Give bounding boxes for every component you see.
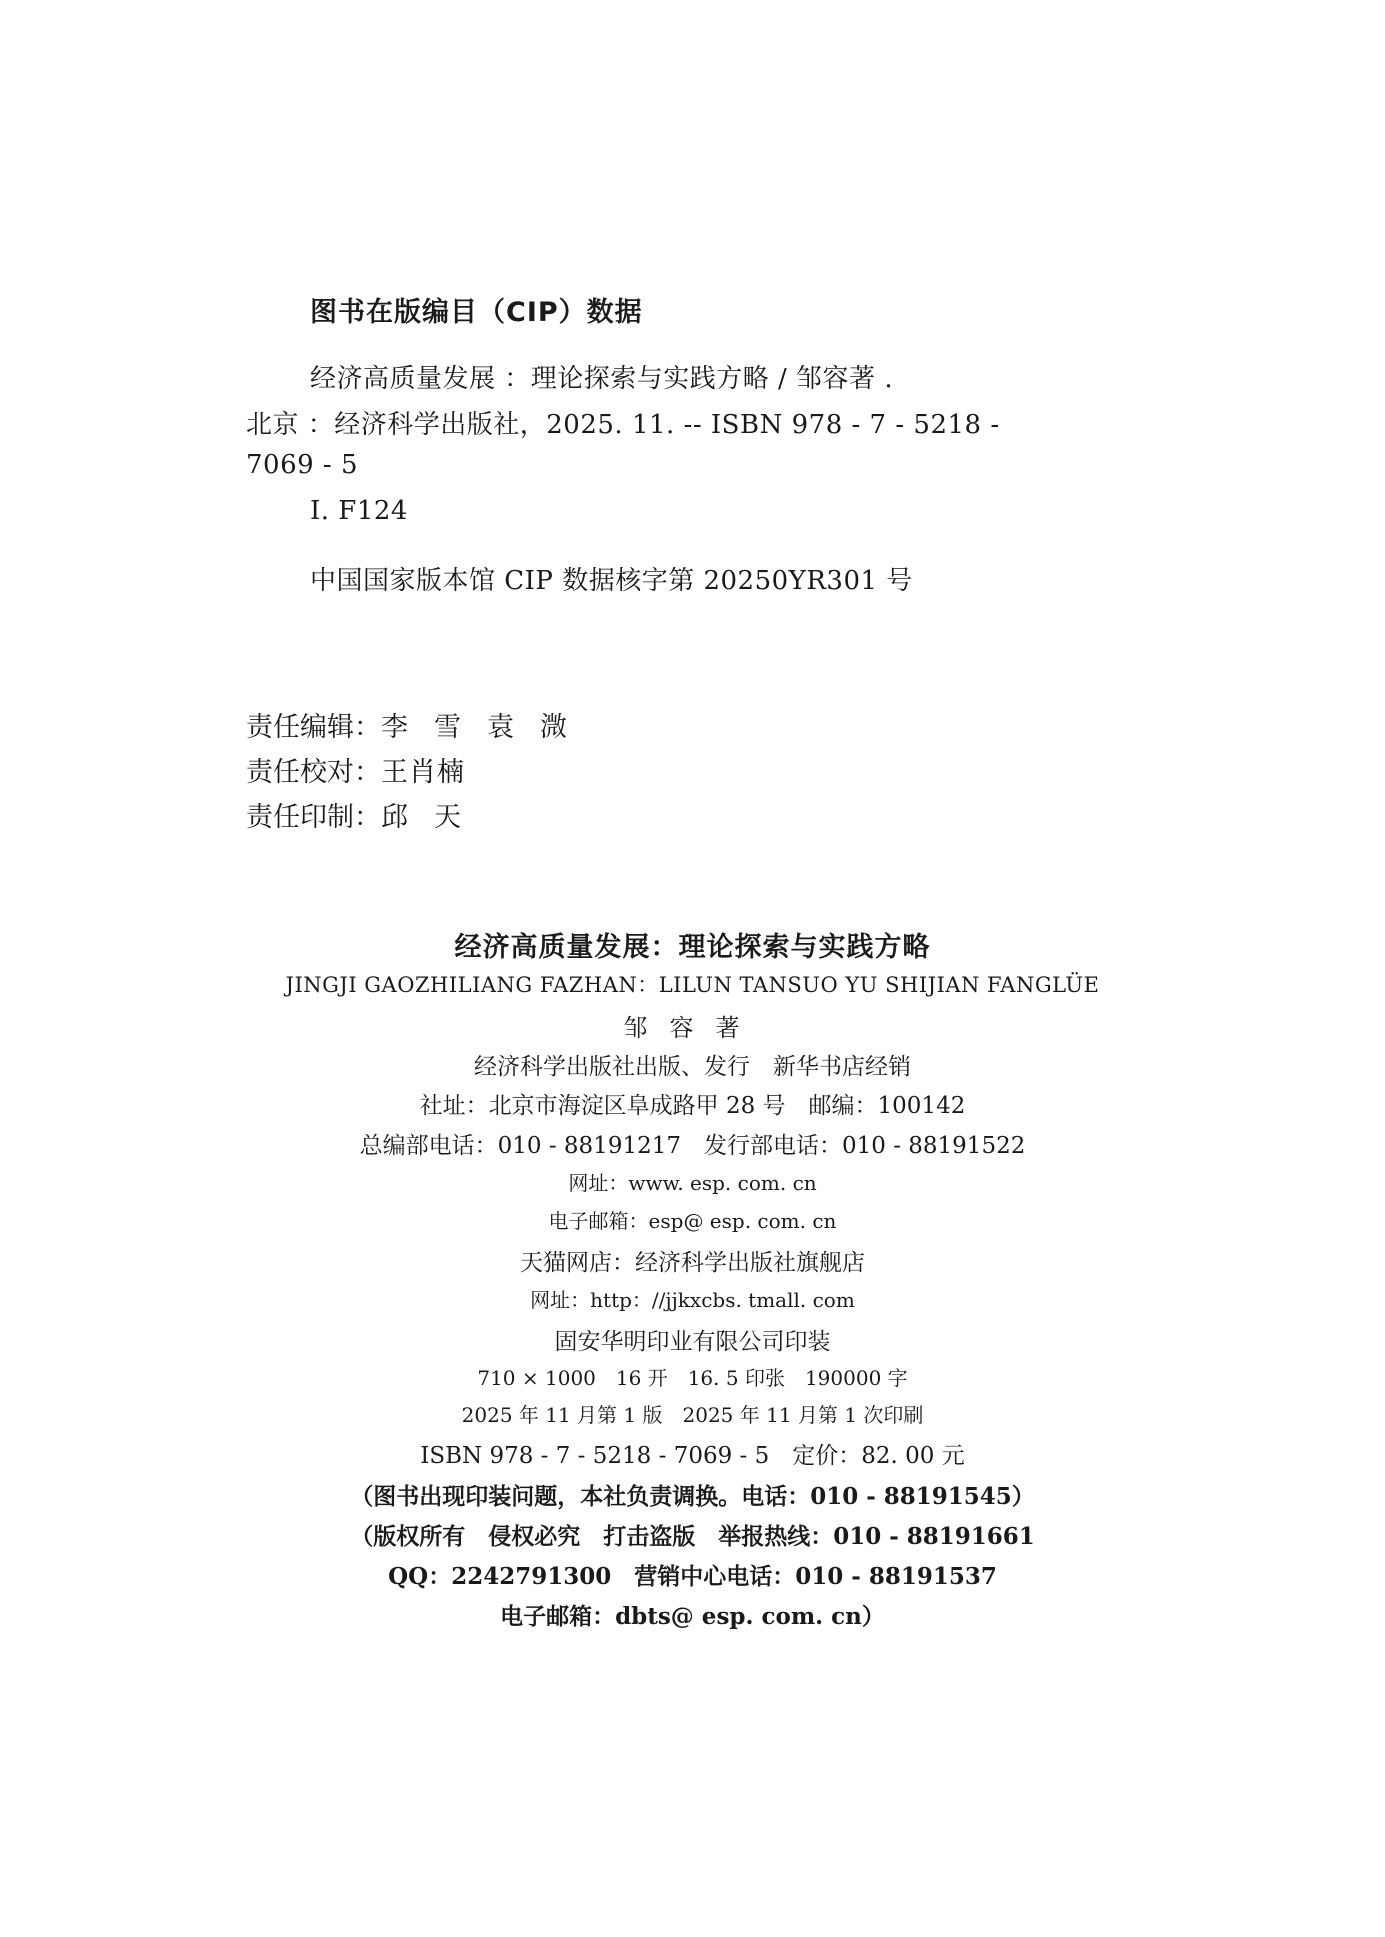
- colophon-publisher: 经济科学出版社出版、发行 新华书店经销: [474, 1054, 911, 1080]
- colophon-printer: 固安华明印业有限公司印装: [554, 1329, 831, 1355]
- colophon-isbn-price: ISBN 978 - 7 - 5218 - 7069 - 5 定价：82. 00 元: [420, 1443, 965, 1469]
- colophon-address: 社址：北京市海淀区阜成路甲 28 号 邮编：100142: [419, 1093, 966, 1119]
- responsible-printing: [246, 795, 487, 834]
- colophon-author: 邹容著: [623, 1014, 762, 1042]
- responsible-proofreader-label: 责任校对：: [246, 757, 381, 788]
- cip-verification-number: 中国国家版本馆 CIP 数据核字第 20250YR301 号: [310, 566, 913, 596]
- colophon-website: 网址：www. esp. com. cn: [568, 1171, 817, 1195]
- colophon-pinyin-title: JINGJI GAOZHILIANG FAZHAN：LILUN TANSUO YU SHIJIAN FANGLÜE: [285, 973, 1100, 997]
- cip-isbn-continuation: 7069 - 5: [246, 450, 359, 480]
- cip-title-line: 经济高质量发展 ：理论探索与实践方略 / 邹容著 .: [310, 364, 894, 394]
- responsible-printing-label: 责任印制：: [246, 802, 381, 833]
- colophon-email: 电子邮箱：esp@ esp. com. cn: [548, 1209, 837, 1233]
- responsible-proofreader: [246, 750, 465, 789]
- colophon-tmall-url: 网址：http：//jjkxcbs. tmall. com: [530, 1288, 855, 1312]
- cip-publisher-line: 北京 ：经济科学出版社，2025. 11. -- ISBN 978 - 7 - 5218 -: [246, 410, 1000, 440]
- responsible-proofreader-value: 王肖楠: [381, 757, 465, 788]
- cip-classification: Ⅰ. F124: [310, 496, 408, 526]
- cip-heading: 图书在版编目（CIP）数据: [310, 297, 643, 328]
- responsible-editor-value: 李雪袁溦: [381, 712, 593, 743]
- colophon-notice-replacement: （图书出现印装问题，本社负责调换。电话：010 - 88191545）: [350, 1483, 1035, 1510]
- colophon-edition: 2025 年 11 月第 1 版 2025 年 11 月第 1 次印刷: [461, 1403, 924, 1427]
- colophon-title: 经济高质量发展：理论探索与实践方略: [454, 932, 931, 963]
- responsible-printing-value: 邱天: [381, 802, 487, 833]
- colophon-notice-piracy: （版权所有 侵权必究 打击盗版 举报热线：010 - 88191661: [350, 1523, 1035, 1550]
- colophon-tmall-store: 天猫网店：经济科学出版社旗舰店: [520, 1250, 865, 1276]
- colophon-specs: 710 × 1000 16 开 16. 5 印张 190000 字: [477, 1366, 908, 1390]
- colophon-notice-qq: QQ：2242791300 营销中心电话：010 - 88191537: [388, 1563, 997, 1590]
- responsible-editor: [246, 705, 593, 744]
- colophon-notice-email: 电子邮箱：dbts@ esp. com. cn）: [500, 1603, 885, 1630]
- colophon-phones: 总编部电话：010 - 88191217 发行部电话：010 - 88191522: [359, 1133, 1026, 1159]
- responsible-editor-label: 责任编辑：: [246, 712, 381, 743]
